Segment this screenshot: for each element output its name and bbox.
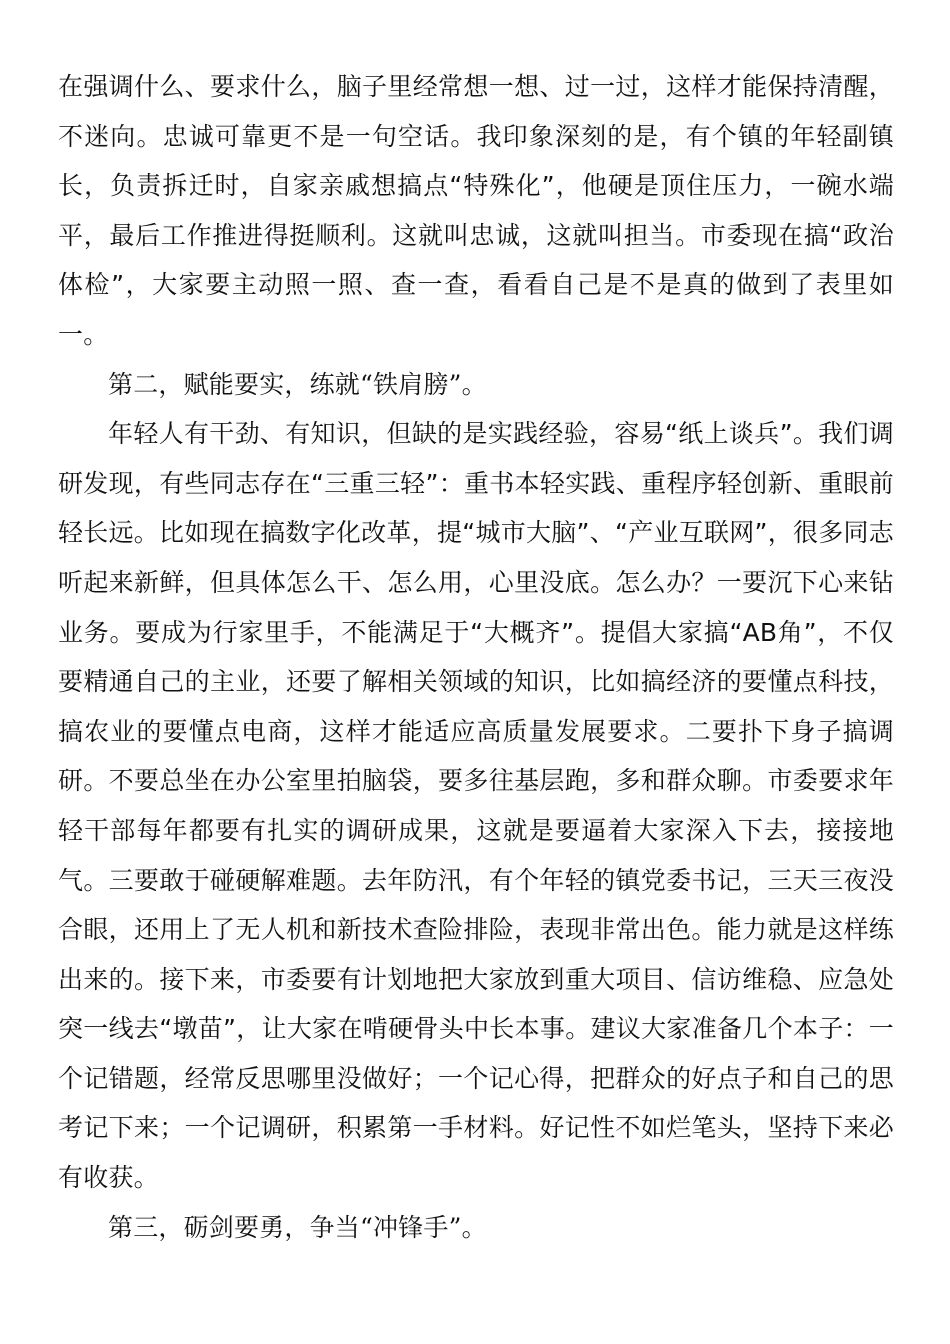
paragraph-continuation: 在强调什么、要求什么，脑子里经常想一想、过一过，这样才能保持清醒，不迷向。忠诚可靠更不是一句空话。我印象深刻的是，有个镇的年轻副镇长，负责拆迁时，自家亲戚想搞点“特殊化”，他硬是顶住压力，一碗水端平，最后工作推进得挺顺利。这就叫忠诚，这就叫担当。市委现在搞“政治体检”，大家要主动照一照、查一查，看看自己是不是真的做到了表里如一。: [58, 72, 894, 349]
section-heading-third: 第三，砺剑要勇，争当“冲锋手”。: [108, 1212, 487, 1242]
section-heading-second: 第二，赋能要实，练就“铁肩膀”。: [108, 369, 487, 399]
paragraph-body: 年轻人有干劲、有知识，但缺的是实践经验，容易“纸上谈兵”。我们调研发现，有些同志存在“三重三轻”：重书本轻实践、重程序轻创新、重眼前轻长远。比如现在搞数字化改革，提“城市大脑”、“产业互联网”，很多同志听起来新鲜，但具体怎么干、怎么用，心里没底。怎么办？一要沉下心来钻业务。要成为行家里手，不能满足于“大概齐”。提倡大家搞“AB角”，不仅要精通自己的主业，还要了解相关领域的知识，比如搞经济的要懂点科技，搞农业的要懂点电商，这样才能适应高质量发展要求。二要扑下身子搞调研。不要总坐在办公室里拍脑袋，要多往基层跑，多和群众聊。市委要求年轻干部每年都要有扎实的调研成果，这就是要逼着大家深入下去，接接地气。三要敢于碰硬解难题。去年防汛，有个年轻的镇党委书记，三天三夜没合眼，还用上了无人机和新技术查险排险，表现非常出色。能力就是这样练出来的。接下来，市委要有计划地把大家放到重大项目、信访维稳、应急处突一线去“墩苗”，让大家在啃硬骨头中长本事。建议大家准备几个本子：一个记错题，经常反思哪里没做好；一个记心得，把群众的好点子和自己的思考记下来；一个记调研，积累第一手材料。好记性不如烂笔头，坚持下来必有收获。: [58, 419, 894, 1193]
document-body: [58, 62, 894, 1252]
